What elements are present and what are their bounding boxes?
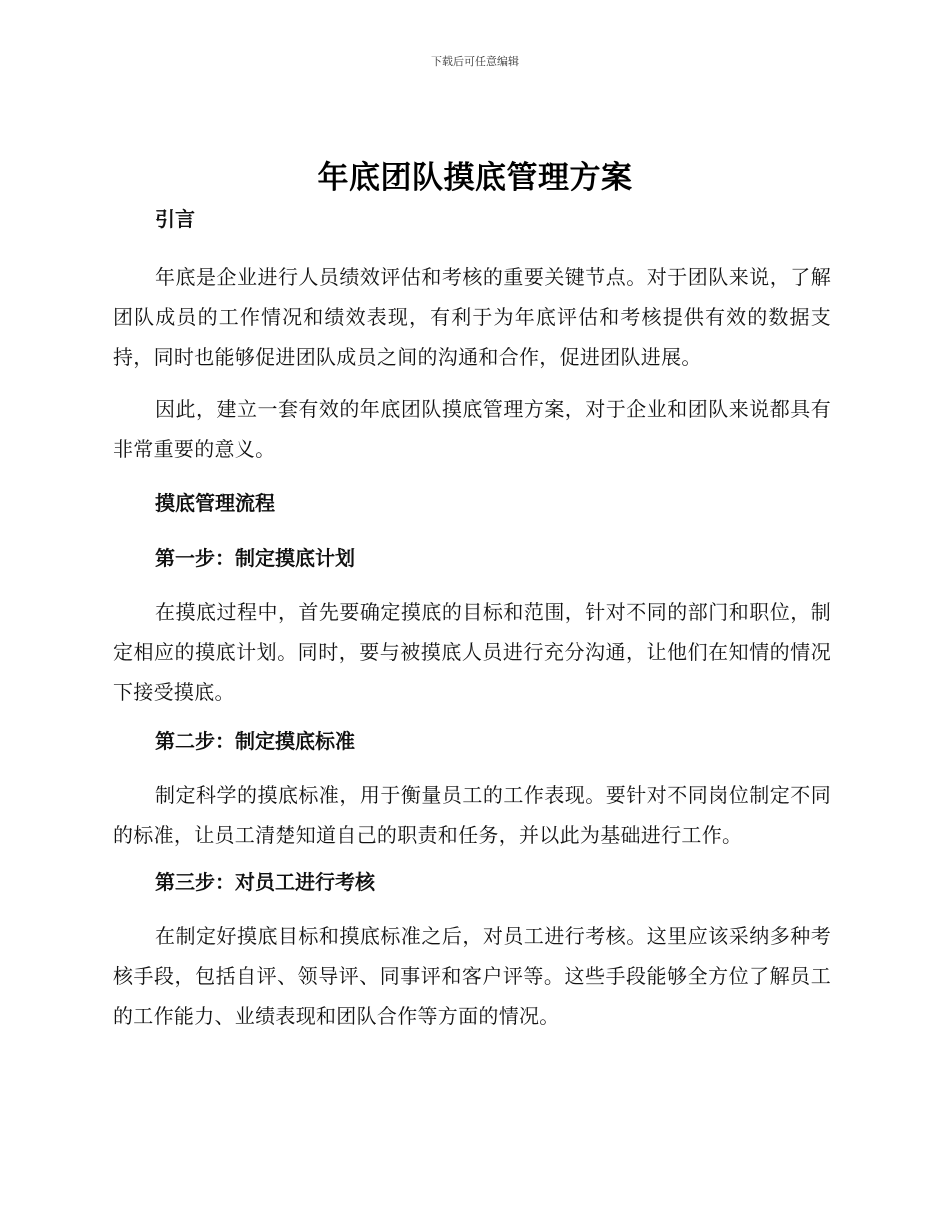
intro-heading: 引言 <box>155 207 195 231</box>
step3-heading: 第三步：对员工进行考核 <box>155 870 375 894</box>
header-note: 下载后可任意编辑 <box>431 55 519 68</box>
intro-paragraph-1: 年底是企业进行人员绩效评估和考核的重要关键节点。对于团队来说，了解团队成员的工作情况和绩效表现，有利于为年底评估和考核提供有效的数据支持，同时也能够促进团队成员之间的沟通和合作，促进团队进展。 <box>113 265 831 369</box>
step3-paragraph: 在制定好摸底目标和摸底标准之后，对员工进行考核。这里应该采纳多种考核手段，包括自评、领导评、同事评和客户评等。这些手段能够全方位了解员工的工作能力、业绩表现和团队合作等方面的情况。 <box>113 924 831 1028</box>
process-heading: 摸底管理流程 <box>155 491 275 515</box>
step1-paragraph: 在摸底过程中，首先要确定摸底的目标和范围，针对不同的部门和职位，制定相应的摸底计划。同时，要与被摸底人员进行充分沟通，让他们在知情的情况下接受摸底。 <box>113 600 831 704</box>
step2-paragraph: 制定科学的摸底标准，用于衡量员工的工作表现。要针对不同岗位制定不同的标准，让员工清楚知道自己的职责和任务，并以此为基础进行工作。 <box>113 783 831 847</box>
document-body <box>113 202 831 1036</box>
step2-heading: 第二步：制定摸底标准 <box>155 729 355 753</box>
intro-paragraph-2: 因此，建立一套有效的年底团队摸底管理方案，对于企业和团队来说都具有非常重要的意义。 <box>113 397 831 461</box>
document-title: 年底团队摸底管理方案 <box>317 160 633 196</box>
step1-heading: 第一步：制定摸底计划 <box>155 546 355 570</box>
